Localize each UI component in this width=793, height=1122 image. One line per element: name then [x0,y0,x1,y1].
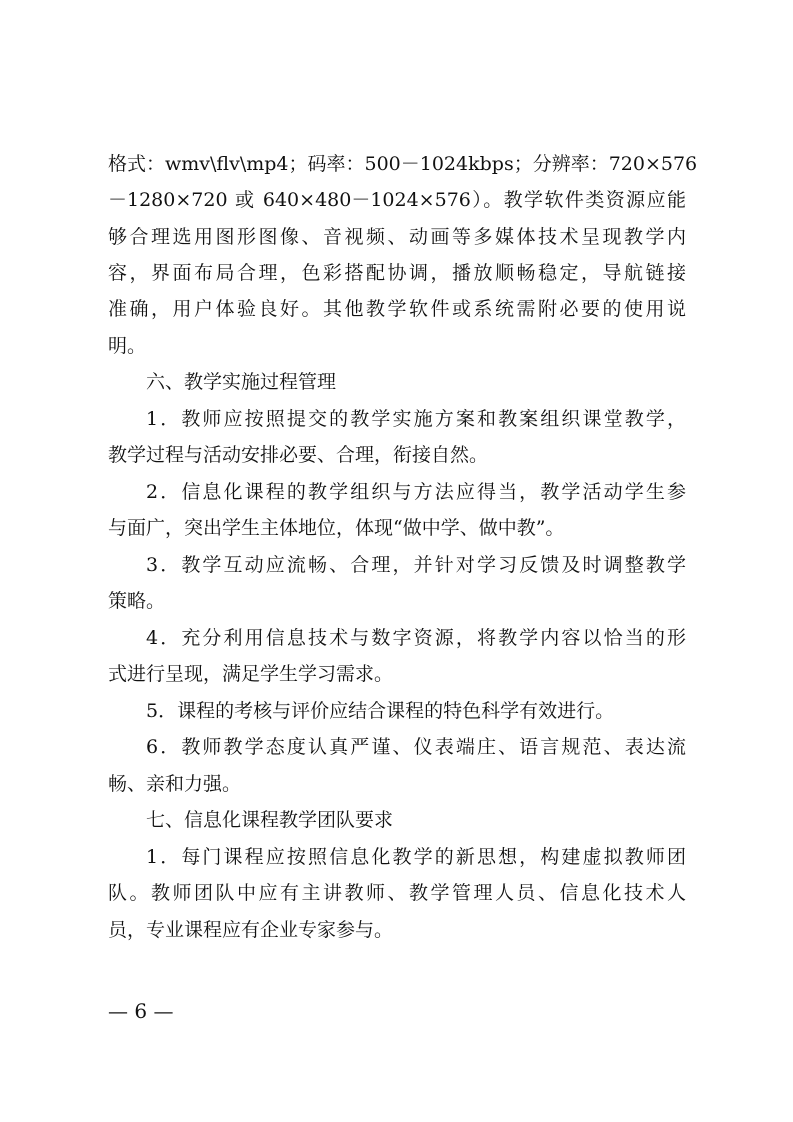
body-text-line: 容，界面布局合理，色彩搭配协调，播放顺畅稳定，导航链接 [108,262,686,284]
list-item-line: 2．信息化课程的教学组织与方法应得当，教学活动学生参 [146,481,686,503]
section-heading: 七、信息化课程教学团队要求 [146,809,394,831]
list-item-line: 5．课程的考核与评价应结合课程的特色科学有效进行。 [146,700,615,722]
body-text-line: 够合理选用图形图像、音视频、动画等多媒体技术呈现教学内 [108,226,686,248]
list-item-line: 4．充分利用信息技术与数字资源，将教学内容以恰当的形 [146,627,686,649]
page-number: — 6 — [108,999,174,1023]
body-text-line: 畅、亲和力强。 [108,773,242,795]
body-text-line: 明。 [108,335,147,357]
list-item-line: 1．每门课程应按照信息化教学的新思想，构建虚拟教师团 [146,846,686,868]
body-text-line: 准确，用户体验良好。其他教学软件或系统需附必要的使用说 [108,298,686,320]
body-text-line: 式进行呈现，满足学生学习需求。 [108,663,394,685]
list-item-line: 6．教师教学态度认真严谨、仪表端庄、语言规范、表达流 [146,736,686,758]
body-text-line: －1280×720 或 640×480－1024×576）。教学软件类资源应能 [108,189,686,211]
section-heading: 六、教学实施过程管理 [146,371,337,393]
body-text-line: 格式：wmv\flv\mp4；码率：500－1024kbps；分辨率：720×576 [108,153,698,175]
body-text-line: 与面广，突出学生主体地位，体现“做中学、做中教”。 [108,517,565,539]
list-item-line: 3．教学互动应流畅、合理，并针对学习反馈及时调整教学 [146,554,686,576]
body-text-line: 策略。 [108,590,166,612]
body-text-line: 队。教师团队中应有主讲教师、教学管理人员、信息化技术人 [108,882,686,904]
body-text-line: 员，专业课程应有企业专家参与。 [108,919,394,941]
body-text-line: 教学过程与活动安排必要、合理，衔接自然。 [108,444,489,466]
list-item-line: 1．教师应按照提交的教学实施方案和教案组织课堂教学， [146,408,686,430]
